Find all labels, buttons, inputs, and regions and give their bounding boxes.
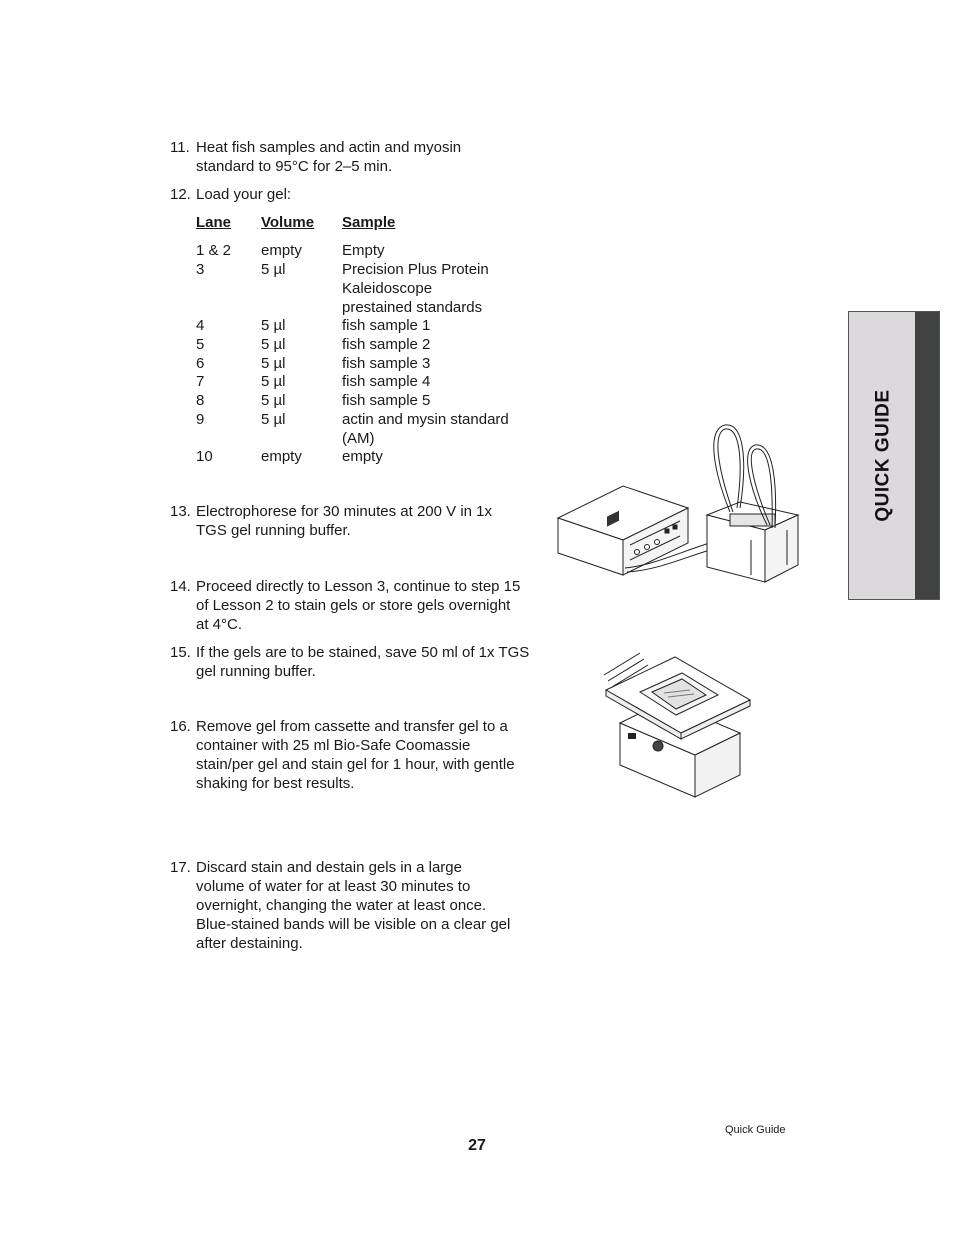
- step-number: 14.: [170, 578, 191, 595]
- step-12: [170, 185, 540, 204]
- sample-cell: fish sample 1: [342, 317, 431, 334]
- quick-guide-side-tab: [848, 311, 940, 600]
- lane-cell: 5: [196, 336, 205, 353]
- electrophoresis-apparatus-illustration: [555, 420, 805, 590]
- step-text: Heat fish samples and actin and myosin standard to 95°C for 2–5 min.: [196, 139, 462, 175]
- side-tab-label-wrapper: [857, 312, 909, 599]
- volume-cell: 5 µl: [261, 392, 286, 409]
- lane-cell: 3: [196, 261, 205, 278]
- step-number: 17.: [170, 859, 191, 876]
- lane-cell: 4: [196, 317, 205, 334]
- sample-cell: fish sample 3: [342, 355, 431, 372]
- step-text: If the gels are to be stained, save 50 ml of 1x TGS gel running buffer.: [196, 644, 530, 680]
- step-number: 15.: [170, 644, 191, 661]
- page-number: 27: [468, 1137, 486, 1154]
- step-number: 11.: [170, 139, 190, 156]
- step-15: [170, 643, 540, 681]
- step-text: Load your gel:: [196, 186, 292, 203]
- step-16: [170, 717, 540, 793]
- lane-cell: 8: [196, 392, 205, 409]
- lane-cell: 9: [196, 411, 205, 428]
- footer-section-label: Quick Guide: [725, 1124, 786, 1136]
- header-volume: Volume: [261, 214, 315, 231]
- step-text: Discard stain and destain gels in a large volume of water for at least 30 minutes to overnight, changing the water at least once. Blue-stained bands will be visible on a clear gel after destaining.: [196, 859, 511, 952]
- volume-cell: 5 µl: [261, 355, 286, 372]
- shaker-illustration: [600, 645, 760, 805]
- sample-cell: Empty: [342, 242, 385, 259]
- sample-cell: Precision Plus Protein Kaleidoscope prestained standards: [342, 261, 489, 316]
- volume-cell: empty: [261, 242, 302, 259]
- header-sample: Sample: [342, 214, 396, 231]
- step-text: Proceed directly to Lesson 3, continue to step 15 of Lesson 2 to stain gels or store gels overnight at 4°C.: [196, 578, 521, 633]
- sample-cell: fish sample 2: [342, 336, 431, 353]
- step-11: [170, 138, 540, 176]
- sample-cell: fish sample 4: [342, 373, 431, 390]
- sample-cell: actin and mysin standard (AM): [342, 411, 509, 447]
- lane-cell: 10: [196, 448, 213, 465]
- step-number: 13.: [170, 503, 191, 520]
- volume-cell: 5 µl: [261, 411, 286, 428]
- step-number: 16.: [170, 718, 191, 735]
- step-text: Remove gel from cassette and transfer gel to a container with 25 ml Bio-Safe Coomassie stain/per gel and stain gel for 1 hour, with gentle shaking for best results.: [196, 718, 515, 792]
- lane-cell: 6: [196, 355, 205, 372]
- sample-cell: fish sample 5: [342, 392, 431, 409]
- side-tab-label: QUICK GUIDE: [872, 389, 894, 522]
- header-lane: Lane: [196, 214, 232, 231]
- volume-cell: 5 µl: [261, 373, 286, 390]
- step-text: Electrophorese for 30 minutes at 200 V in 1x TGS gel running buffer.: [196, 503, 493, 539]
- step-13: [170, 502, 540, 540]
- volume-cell: 5 µl: [261, 261, 286, 278]
- lane-cell: 1 & 2: [196, 242, 232, 259]
- volume-cell: 5 µl: [261, 317, 286, 334]
- sample-cell: empty: [342, 448, 383, 465]
- volume-cell: 5 µl: [261, 336, 286, 353]
- side-tab-dark-strip: [915, 312, 939, 599]
- step-17: [170, 858, 540, 953]
- volume-cell: empty: [261, 448, 302, 465]
- step-number: 12.: [170, 186, 191, 203]
- step-14: [170, 577, 540, 634]
- lane-cell: 7: [196, 373, 205, 390]
